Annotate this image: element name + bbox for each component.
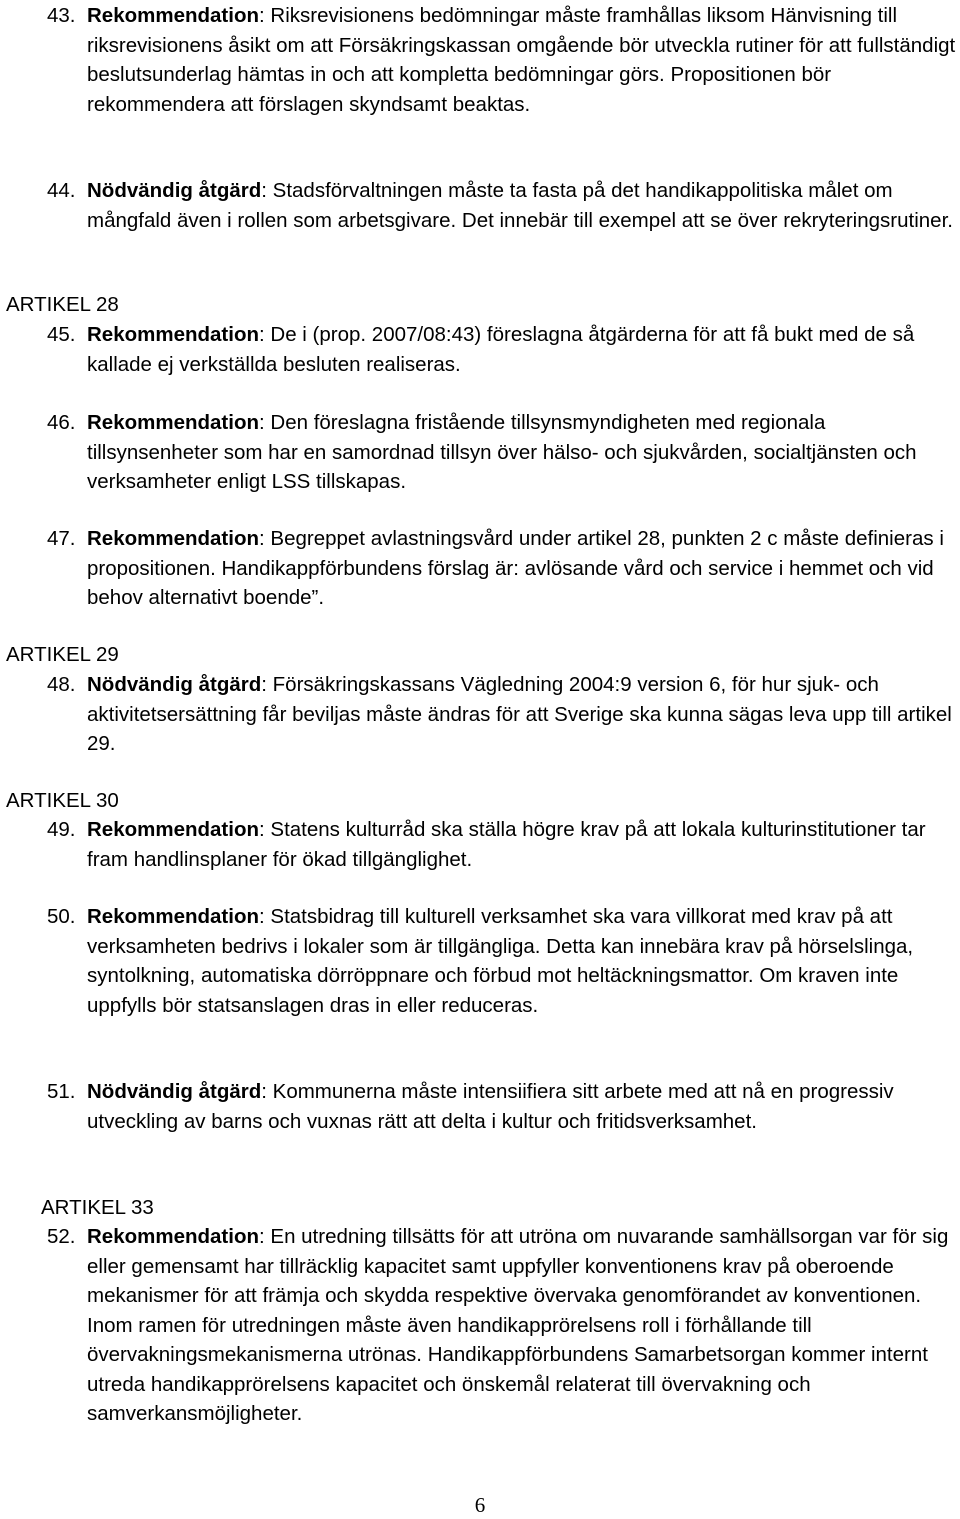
item-body <box>87 1 959 119</box>
item-body <box>87 176 959 235</box>
item-label: Nödvändig åtgärd <box>87 1080 262 1103</box>
item-body <box>87 320 959 379</box>
item-number: 49. <box>47 818 76 841</box>
item-text: : Stadsförvaltningen måste ta fasta på det handikappolitiska målet om mångfald även i rollen som arbetsgivare. Det innebär till exempel att se över rekryteringsrutiner. <box>87 179 953 232</box>
item-text: : Riksrevisionens bedömningar måste framhållas liksom Hänvisning till riksrevisionens åsikt om att Försäkringskassan omgående bör utveckla rutiner för att fullständigt beslutsunderlag hämtas in och att kompletta bedömningar görs. Propositionen bör rekommendera att förslagen skyndsamt beaktas. <box>87 4 956 116</box>
item-number: 43. <box>47 4 76 27</box>
item-label: Rekommendation <box>87 323 259 346</box>
item-number: 52. <box>47 1225 76 1248</box>
section-heading-artikel-28: ARTIKEL 28 <box>6 293 119 316</box>
item-label: Rekommendation <box>87 818 259 841</box>
item-body <box>87 670 959 759</box>
item-label: Rekommendation <box>87 905 259 928</box>
item-label: Rekommendation <box>87 527 259 550</box>
item-text: : Statsbidrag till kulturell verksamhet ska vara villkorat med krav på att verksamheten bedrivs i lokaler som är tillgängliga. Detta kan innebära krav på hörselslinga, syntolkning, automatiska dörröppnare och förbud mot heltäckningsmattor. Om kraven inte uppfylls bör statsanslagen dras in eller reduceras. <box>87 905 914 1017</box>
list-item-47 <box>47 524 959 613</box>
list-item-44 <box>47 176 959 235</box>
item-body <box>87 408 959 497</box>
item-label: Rekommendation <box>87 411 259 434</box>
item-text: : Kommunerna måste intensiifiera sitt arbete med att nå en progressiv utveckling av barns och vuxnas rätt att delta i kultur och fritidsverksamhet. <box>87 1080 894 1133</box>
list-item-49 <box>47 815 959 874</box>
item-text: : Statens kulturråd ska ställa högre krav på att lokala kulturinstitutioner tar fram handlinsplaner för ökad tillgänglighet. <box>87 818 926 871</box>
item-number: 51. <box>47 1080 76 1103</box>
list-item-52 <box>47 1222 959 1429</box>
item-text: : En utredning tillsätts för att utröna om nuvarande samhällsorgan var för sig eller gemensamt har tillräcklig kapacitet samt uppfyller konventionens krav på oberoende mekanismer för att främja och skydda respektive övervaka genomförandet av konventionen. Inom ramen för utredningen måste även handikapprörelsens roll i förhållande till övervakningsmekanismerna utrönas. Handikappförbundens Samarbetsorgan kommer internt utreda handikapprörelsens kapacitet och önskemål relaterat till övervakning och samverkansmöjligheter. <box>87 1225 949 1425</box>
item-text: : De i (prop. 2007/08:43) föreslagna åtgärderna för att få bukt med de så kallade ej verkställda besluten realiseras. <box>87 323 915 376</box>
item-body <box>87 902 959 1020</box>
item-body <box>87 1077 959 1136</box>
item-number: 48. <box>47 673 76 696</box>
list-item-51 <box>47 1077 959 1136</box>
item-label: Rekommendation <box>87 4 259 27</box>
list-item-50 <box>47 902 959 1020</box>
section-heading-artikel-33: ARTIKEL 33 <box>41 1196 154 1219</box>
list-item-45 <box>47 320 959 379</box>
item-label: Nödvändig åtgärd <box>87 673 262 696</box>
item-number: 45. <box>47 323 76 346</box>
item-text: : Den föreslagna fristående tillsynsmyndigheten med regionala tillsynsenheter som har en samordnad tillsyn över hälso- och sjukvården, socialtjänsten och verksamheter enligt LSS tillskapas. <box>87 411 917 493</box>
item-number: 46. <box>47 411 76 434</box>
item-label: Rekommendation <box>87 1225 259 1248</box>
section-heading-artikel-29: ARTIKEL 29 <box>6 643 119 666</box>
item-body <box>87 524 959 613</box>
section-heading-artikel-30: ARTIKEL 30 <box>6 789 119 812</box>
item-body <box>87 1222 959 1429</box>
item-label: Nödvändig åtgärd <box>87 179 262 202</box>
item-number: 44. <box>47 179 76 202</box>
list-item-46 <box>47 408 959 497</box>
page-number: 6 <box>474 1493 486 1517</box>
item-text: : Försäkringskassans Vägledning 2004:9 version 6, för hur sjuk- och aktivitetsersättning får beviljas måste ändras för att Sverige ska kunna sägas leva upp till artikel 29. <box>87 673 952 755</box>
item-number: 47. <box>47 527 76 550</box>
list-item-48 <box>47 670 959 759</box>
list-item-43 <box>47 1 959 119</box>
item-text: : Begreppet avlastningsvård under artikel 28, punkten 2 c måste definieras i propositionen. Handikappförbundens förslag är: avlösande vård och service i hemmet och vid behov alternativt boende”. <box>87 527 944 609</box>
item-body <box>87 815 959 874</box>
item-number: 50. <box>47 905 76 928</box>
